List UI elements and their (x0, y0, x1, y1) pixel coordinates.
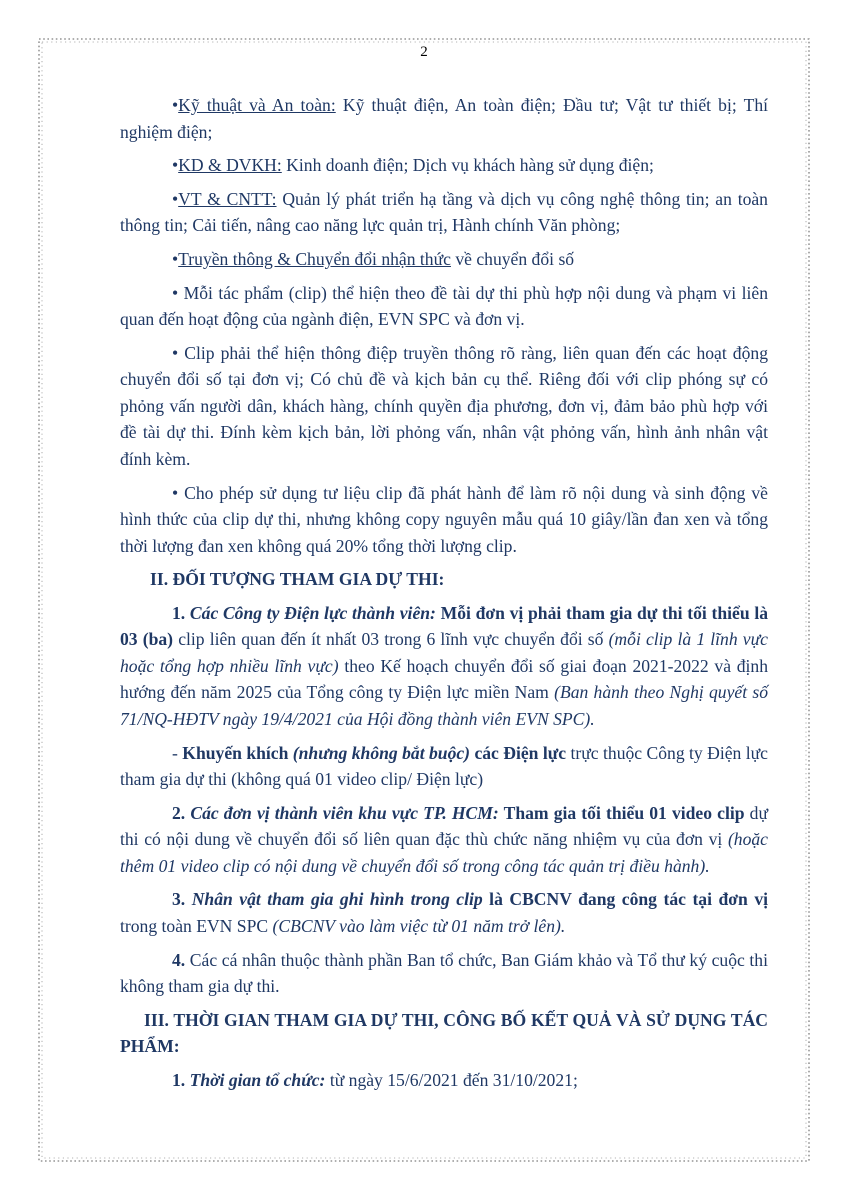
item-label: Thời gian tổ chức: (185, 1069, 326, 1090)
item-label: Các Công ty Điện lực thành viên: (185, 602, 436, 623)
bullet-text: Kỹ thuật điện, An toàn điện; Đầu tư; Vật tư thiết bị; Thí nghiệm điện; (120, 95, 769, 142)
bullet-tu-lieu-clip (120, 480, 768, 560)
item-bold-text: Mỗi đơn vị phải tham gia dự thi tối thiểu là 03 (ba) (120, 602, 768, 650)
item-label: Các đơn vị thành viên khu vực TP. HCM: (185, 802, 499, 823)
item-number: 3. (172, 889, 186, 910)
section-2-item-1 (120, 600, 768, 733)
section-2-item-3 (120, 886, 768, 939)
bullet-text: Kinh doanh điện; Dịch vụ khách hàng sử dụng điện; (281, 155, 654, 176)
note-bold-text: Khuyến khích (182, 742, 289, 763)
bullet-icon: • (172, 155, 179, 176)
item-italic-text: (mỗi clip là 1 lĩnh vực hoặc tổng hợp nhiều lĩnh vực) (120, 629, 768, 676)
item-bold-text: Tham gia tối thiểu 01 video clip (498, 802, 745, 823)
note-bold-text: các Điện lực (470, 742, 567, 763)
bullet-label: KD & DVKH: (178, 155, 282, 176)
note-italic-text: (nhưng không bắt buộc) (288, 742, 471, 763)
bullet-text: Quản lý phát triển hạ tầng và dịch vụ công nghệ thông tin; an toàn thông tin; Cải tiến, nâng cao năng lực quản trị, Hành chính Văn phòng; (120, 188, 768, 236)
dash: - (172, 742, 183, 763)
item-italic-text: (Ban hành theo Nghị quyết số 71/NQ-HĐTV ngày 19/4/2021 của Hội đồng thành viên EVN SPC). (120, 682, 768, 729)
item-italic-text: (CBCNV vào làm việc từ 01 năm trở lên). (272, 915, 566, 936)
bullet-clip-thong-diep (120, 340, 768, 473)
note-text: trực thuộc Công ty Điện lực tham gia dự thi (không quá 01 video clip/ Điện lực) (120, 742, 768, 789)
bullet-icon: • (172, 249, 179, 270)
section-2-item-4 (120, 947, 768, 1000)
item-number: 2. (172, 802, 186, 823)
bullet-text: Mỗi tác phẩm (clip) thể hiện theo đề tài dự thi phù hợp nội dung và phạm vi liên quan đến hoạt động của ngành điện, EVN SPC và đơn vị. (120, 282, 768, 330)
item-text: từ ngày 15/6/2021 đến 31/10/2021; (325, 1069, 578, 1090)
bullet-text: về chuyển đổi số (450, 249, 575, 270)
section-2-heading: II. ĐỐI TƯỢNG THAM GIA DỰ THI: (150, 569, 445, 590)
item-number: 4. (172, 949, 186, 970)
item-italic-text: (hoặc thêm 01 video clip có nội dung về chuyển đổi số trong công tác quản trị điều hành). (120, 829, 768, 876)
bullet-label: VT & CNTT: (178, 188, 277, 209)
bullet-label: Kỹ thuật và An toàn: (178, 95, 336, 115)
bullet-text: Clip phải thể hiện thông điệp truyền thông rõ ràng, liên quan đến các hoạt động chuyển đổi số tại đơn vị; Có chủ đề và kịch bản cụ thể. Riêng đối với clip phóng sự có phỏng vấn người dân, khách hàng, chính quyền địa phương, đơn vị, đảm bảo phù hợp với đề tài dự thi. Đính kèm kịch bản, lời phỏng vấn, nhân vật phỏng vấn, hình ảnh nhân vật đính kèm. (120, 342, 768, 469)
section-2-item-2 (120, 800, 768, 880)
bullet-kd-dvkh (120, 152, 768, 179)
section-2-item-1-note (120, 740, 768, 793)
item-number: 1. (172, 602, 186, 623)
item-text: Các cá nhân thuộc thành phần Ban tổ chức, Ban Giám khảo và Tổ thư ký cuộc thi không tham gia dự thi. (120, 949, 768, 997)
bullet-truyen-thong (120, 246, 768, 273)
bullet-moi-tac-pham (120, 280, 768, 333)
item-text: dự thi có nội dung về chuyển đổi số liên quan đặc thù chức năng nhiệm vụ của đơn vị (120, 802, 768, 850)
item-text: clip liên quan đến ít nhất 03 trong 6 lĩnh vực chuyển đổi số (173, 629, 609, 650)
section-3-heading: III. THỜI GIAN THAM GIA DỰ THI, CÔNG BỐ KẾT QUẢ VÀ SỬ DỤNG TÁC PHẨM: (120, 1009, 768, 1057)
bullet-label: Truyền thông & Chuyển đổi nhận thức (178, 249, 451, 270)
section-3-item-1 (120, 1067, 768, 1094)
bullet-text: Cho phép sử dụng tư liệu clip đã phát hành để làm rõ nội dung và sinh động về hình thức của clip dự thi, nhưng không copy nguyên mẫu quá 10 giây/lần đan xen và tổng thời lượng đan xen không quá 20% tổng thời lượng clip. (120, 482, 768, 556)
bullet-icon: • (172, 188, 179, 209)
page-number: 2 (420, 44, 428, 60)
item-text: trong toàn EVN SPC (120, 915, 273, 936)
item-bold-text: là CBCNV đang công tác tại đơn vị (482, 889, 768, 910)
bullet-ky-thuat (120, 92, 768, 145)
bullet-icon: • (172, 282, 179, 303)
bullet-icon: • (172, 95, 179, 115)
item-number: 1. (172, 1069, 186, 1090)
item-text: theo Kế hoạch chuyển đổi số giai đoạn 2021-2022 và định hướng đến năm 2025 của Tổng công ty Điện lực miền Nam (120, 655, 769, 703)
bullet-icon: • (172, 342, 179, 363)
document-body (120, 92, 768, 1100)
item-label: Nhân vật tham gia ghi hình trong clip (185, 889, 483, 910)
bullet-vt-cntt (120, 186, 768, 239)
bullet-icon: • (172, 482, 179, 503)
